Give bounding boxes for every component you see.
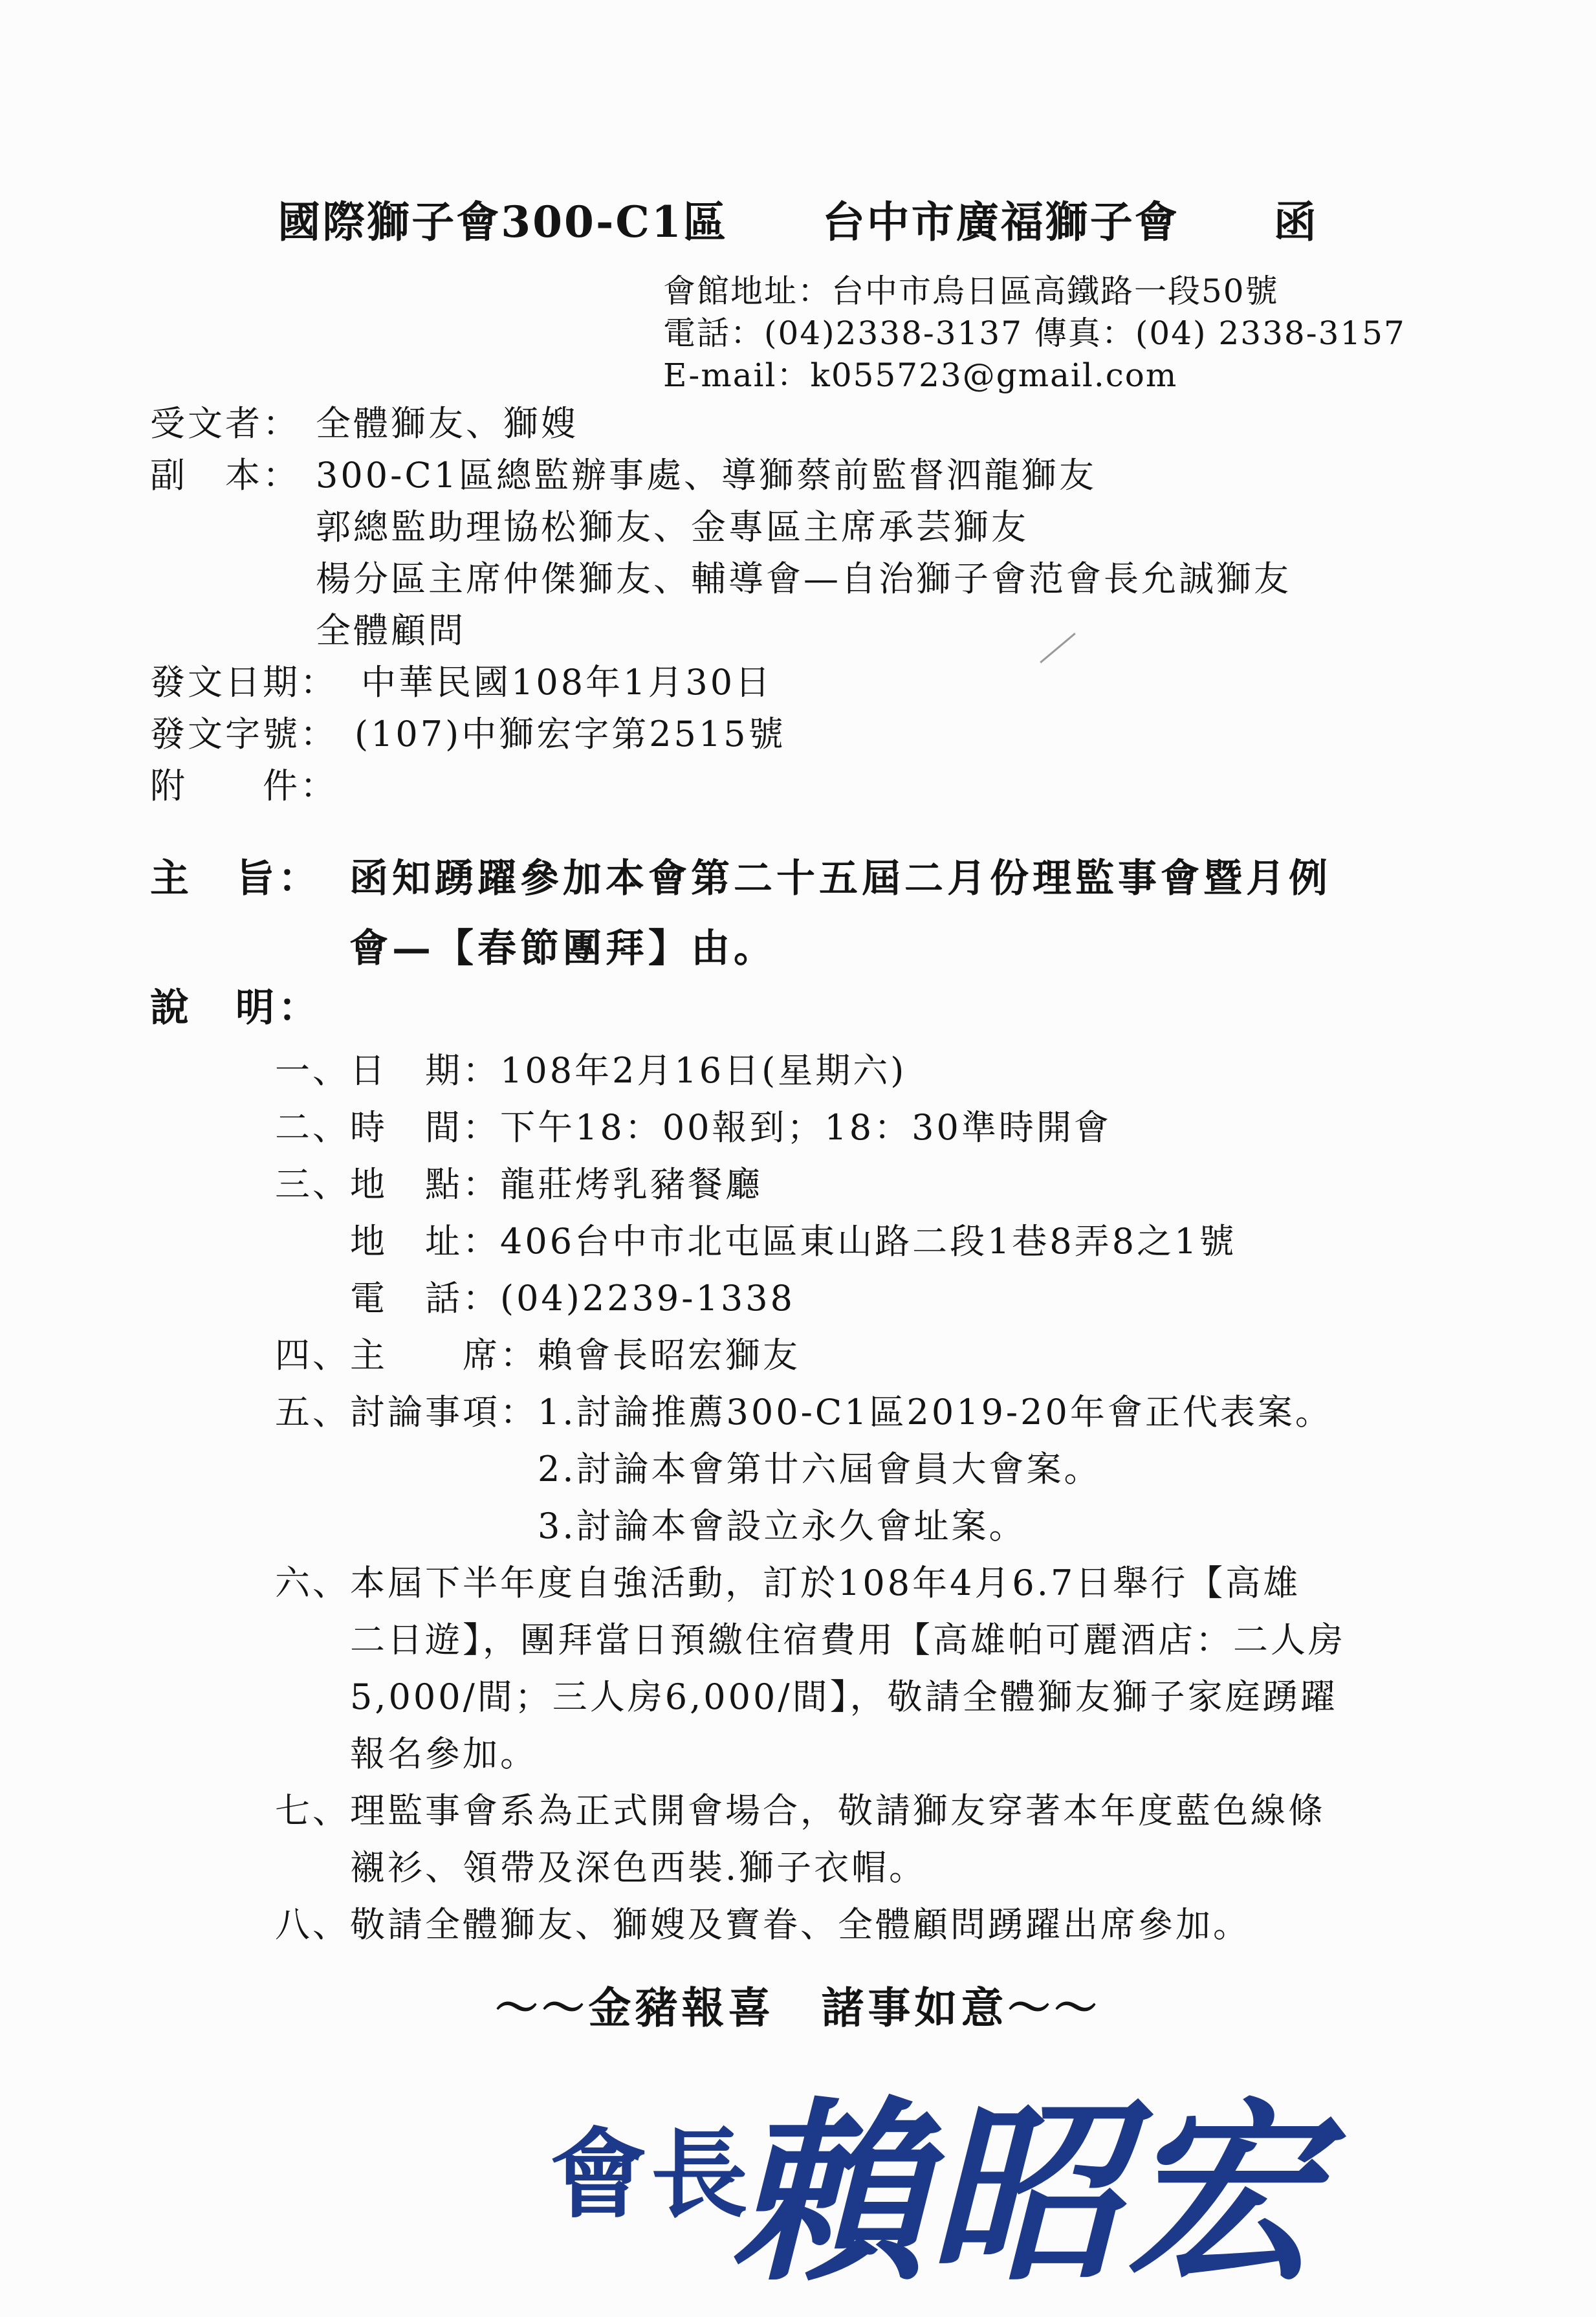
cc-line: 楊分區主席仲傑獅友、輔導會—自治獅子會范會長允誠獅友 [316,558,1291,599]
date-label: 發文日期： [150,662,338,703]
issue-date: 中華民國108年1月30日 [361,662,773,703]
doc-number: (107)中獅宏字第2515號 [355,714,786,754]
explanation-item: 襯衫、領帶及深色西裝.獅子衣帽。 [275,1847,927,1888]
attachment-label: 附 件： [150,765,338,806]
recipient: 全體獅友、獅嫂 [316,403,578,444]
explanation-item: 5,000/間；三人房6,000/間】，敬請全體獅友獅子家庭踴躍 [275,1676,1338,1717]
explanation-item: 五、討論事項：1.討論推薦300-C1區2019-20年會正代表案。 [275,1392,1333,1433]
explanation-item: 2.討論本會第廿六屆會員大會案。 [275,1449,1102,1489]
club-name: 台中市廣福獅子會 [822,197,1179,247]
explanation-item: 六、本屆下半年度自強活動，訂於108年4月6.7日舉行【高雄 [275,1563,1301,1603]
explanation-label: 說 明： [150,985,321,1031]
explanation-item: 電 話：(04)2239-1338 [275,1278,795,1319]
closing-greeting: ～～金豬報喜 諸事如意～～ [495,1982,1101,2033]
subject-label: 主 旨： [150,856,321,901]
explanation-item: 3.討論本會設立永久會址案。 [275,1506,1027,1546]
org-name: 國際獅子會300-C1區 [278,197,728,247]
club-address: 會館地址：台中市烏日區高鐵路一段50號 [663,272,1279,310]
cc-line: 300-C1區總監辦事處、導獅蔡前監督泗龍獅友 [316,455,1097,496]
explanation-item: 三、地 點：龍莊烤乳豬餐廳 [275,1164,763,1205]
subject-line: 會—【春節團拜】由。 [349,926,776,971]
explanation-item: 地 址：406台中市北屯區東山路二段1巷8弄8之1號 [275,1221,1237,1262]
doc-type: 函 [1273,197,1318,247]
president-title-stamp: 會長 [550,2118,752,2232]
explanation-item: 一、日 期：108年2月16日(星期六) [275,1050,907,1091]
club-phone-fax: 電話：(04)2338-3137 傳真：(04) 2338-3157 [663,314,1406,352]
president-name-stamp: 賴昭宏 [731,2079,1321,2307]
recipient-label: 受文者： [150,403,300,444]
explanation-item: 八、敬請全體獅友、獅嫂及寶眷、全體顧問踴躍出席參加。 [275,1904,1251,1945]
cc-label: 副 本： [150,455,300,496]
number-label: 發文字號： [150,714,338,754]
subject-line: 函知踴躍參加本會第二十五屆二月份理監事會暨月例 [349,856,1331,901]
explanation-item: 七、理監事會系為正式開會場合，敬請獅友穿著本年度藍色線條 [275,1790,1326,1831]
explanation-item: 二日遊】，團拜當日預繳住宿費用【高雄帕可麗酒店：二人房 [275,1620,1346,1660]
cc-line: 全體顧問 [316,610,466,651]
explanation-item: 二、時 間：下午18：00報到；18：30準時開會 [275,1107,1111,1148]
club-email: E-mail：k055723@gmail.com [663,357,1178,394]
letter-title [0,188,1596,249]
explanation-item: 四、主 席：賴會長昭宏獅友 [275,1335,800,1376]
cc-line: 郭總監助理協松獅友、金專區主席承芸獅友 [316,507,1029,547]
explanation-item: 報名參加。 [275,1733,538,1774]
pen-mark [1040,633,1076,663]
